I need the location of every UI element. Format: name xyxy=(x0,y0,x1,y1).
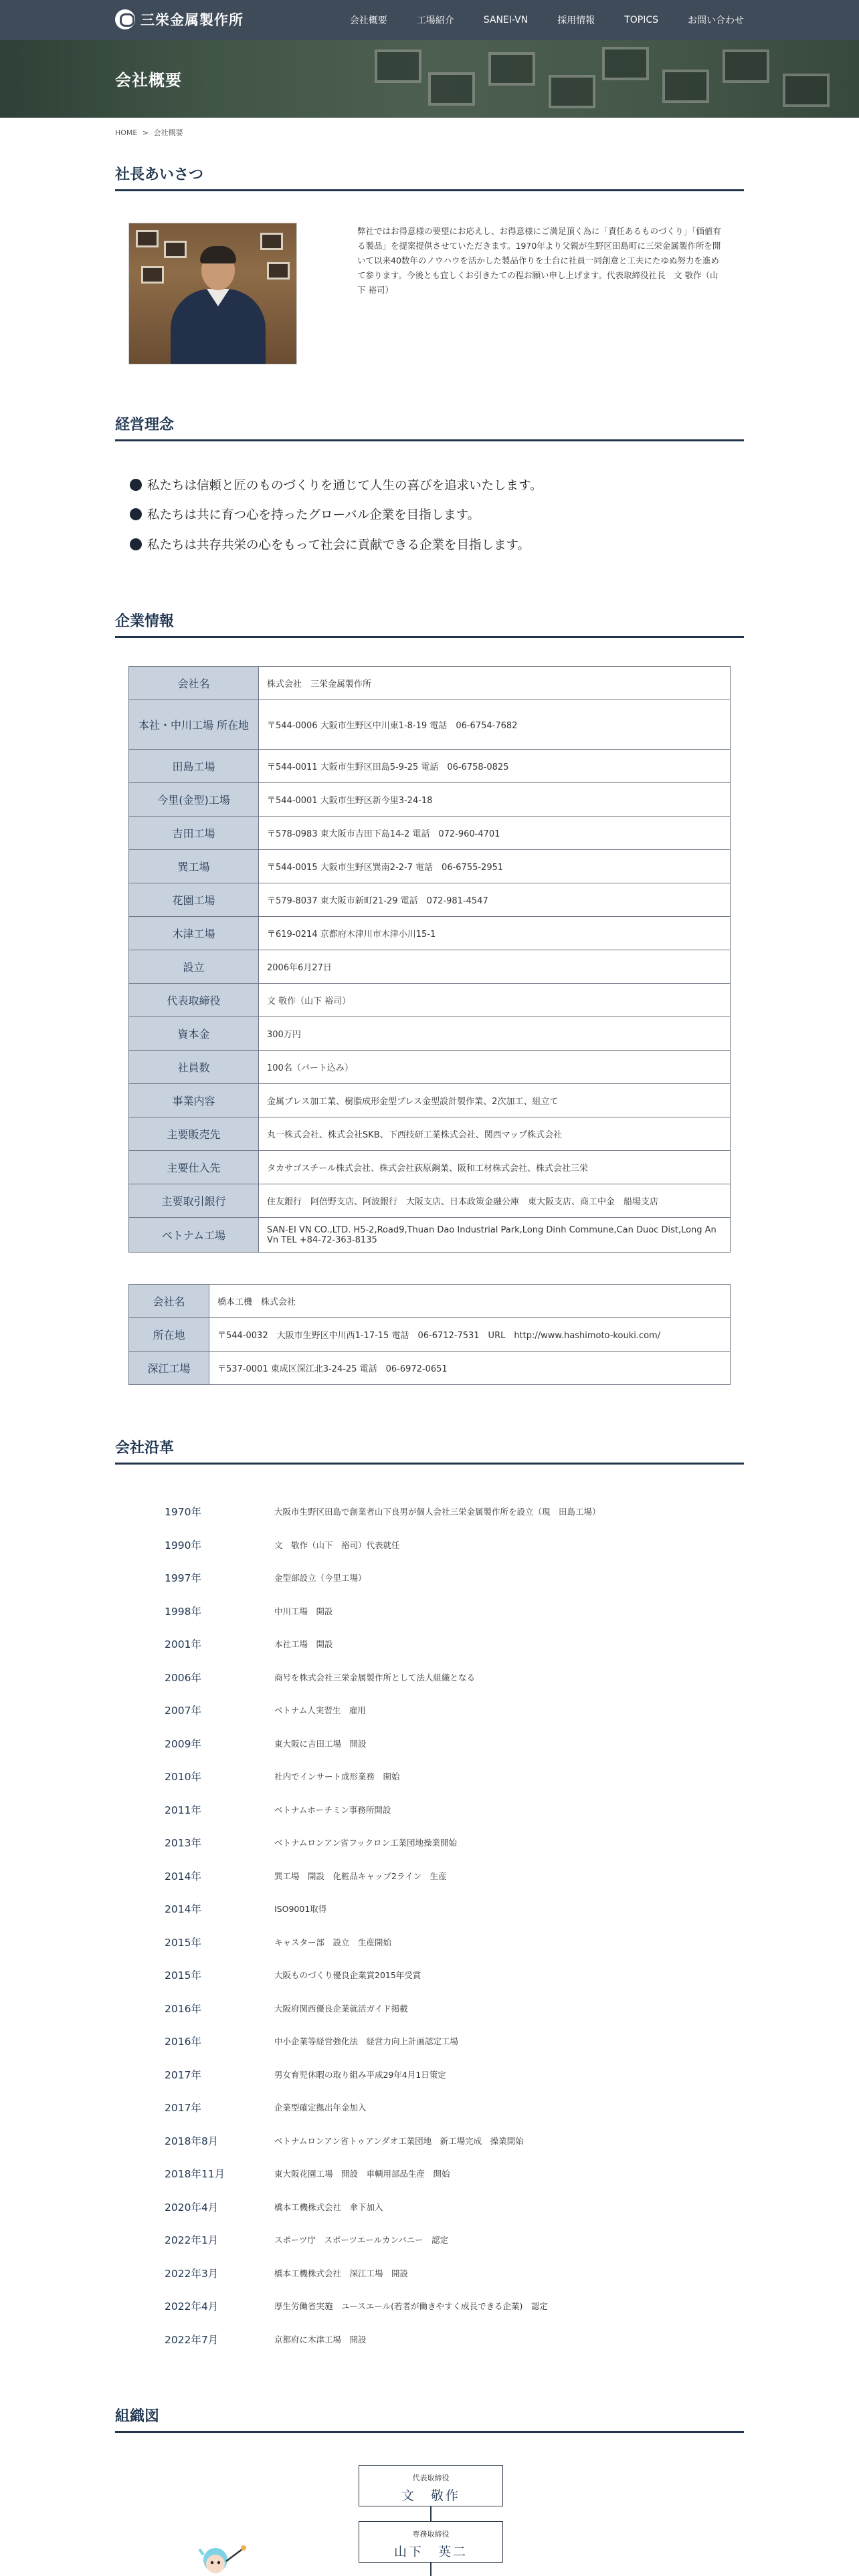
history-year: 2013年 xyxy=(165,1837,201,1849)
section-heading-president: 社長あいさつ xyxy=(115,163,744,191)
history-year: 1997年 xyxy=(165,1572,201,1584)
history-event: 橋本工機株式会社 深江工場 開設 xyxy=(274,2268,409,2278)
section-heading-philosophy: 経営理念 xyxy=(115,413,744,441)
history-row xyxy=(165,2133,700,2149)
history-year: 2018年11月 xyxy=(165,2168,225,2180)
philosophy-item xyxy=(130,476,543,494)
table-value: 金属プレス加工業、樹脂成形金型プレス金型設計製作業、2次加工、組立て xyxy=(259,1084,731,1117)
table-value: 丸一株式会社、株式会社SKB、下西技研工業株式会社、関西マップ株式会社 xyxy=(259,1117,731,1151)
history-row xyxy=(165,1802,700,1818)
history-row xyxy=(165,1901,700,1917)
table-row xyxy=(129,917,731,950)
top-navigation-bar xyxy=(0,0,859,40)
main-nav xyxy=(320,0,744,40)
table-key: 今里(金型)工場 xyxy=(129,783,259,817)
history-row xyxy=(165,1537,700,1553)
table-key: 事業内容 xyxy=(129,1084,259,1117)
table-value: タカサゴスチール株式会社、株式会社荻原鋼業、阪和工材株式会社、株式会社三栄 xyxy=(259,1151,731,1184)
table-row xyxy=(129,883,731,917)
history-year: 2018年8月 xyxy=(165,2135,219,2147)
table-row xyxy=(129,1084,731,1117)
wall-frame xyxy=(267,262,290,280)
wall-frame xyxy=(260,233,283,250)
table-key: 深江工場 xyxy=(129,1352,209,1385)
table-row xyxy=(129,1017,731,1051)
site-logo[interactable] xyxy=(115,9,244,29)
table-value: 〒544-0011 大阪市生野区田島5-9-25 電話 06-6758-0825 xyxy=(259,750,731,783)
breadcrumb-home[interactable]: HOME xyxy=(115,128,138,137)
table-row xyxy=(129,667,731,700)
table-row xyxy=(129,1117,731,1151)
table-key: 田島工場 xyxy=(129,750,259,783)
org-name: 山下 英二 xyxy=(393,2545,468,2559)
history-year: 2001年 xyxy=(165,1638,201,1650)
org-box-president xyxy=(359,2465,503,2506)
history-event: 巽工場 開設 化粧品キャップ2ライン 生産 xyxy=(274,1871,447,1881)
section-heading-org: 組織図 xyxy=(115,2405,744,2433)
hero-photo-frame xyxy=(783,74,830,107)
org-role: 専務取締役 xyxy=(412,2530,450,2539)
history-event: 大阪府関西優良企業就活ガイド掲載 xyxy=(274,2004,408,2014)
history-row xyxy=(165,1967,700,1983)
history-row xyxy=(165,1669,700,1685)
table-key: 巽工場 xyxy=(129,850,259,883)
history-event: 企業型確定拠出年金加入 xyxy=(274,2103,367,2113)
table-value: 住友銀行 阿倍野支店、阿波銀行 大阪支店、日本政策金融公庫 東大阪支店、商工中金 船場支店 xyxy=(259,1184,731,1218)
nav-factories[interactable]: 工場紹介 xyxy=(416,15,454,26)
table-value: 〒544-0006 大阪市生野区中川東1-8-19 電話 06-6754-7682 xyxy=(259,700,731,750)
philosophy-item xyxy=(130,536,530,553)
table-row xyxy=(129,850,731,883)
history-event: スポーツ庁 スポーツエールカンパニー 認定 xyxy=(274,2235,449,2245)
org-box-senior-director xyxy=(359,2521,503,2563)
history-year: 2007年 xyxy=(165,1705,201,1717)
president-photo xyxy=(128,223,297,364)
table-key: 主要販売先 xyxy=(129,1117,259,1151)
table-row xyxy=(129,984,731,1017)
philosophy-text: 私たちは信頼と匠のものづくりを通じて人生の喜びを追求いたします。 xyxy=(147,479,543,493)
history-row xyxy=(165,1735,700,1751)
table-row xyxy=(129,1318,731,1352)
philosophy-text: 私たちは共存共栄の心をもって社会に貢献できる企業を目指します。 xyxy=(147,538,531,552)
section-heading-company: 企業情報 xyxy=(115,610,744,638)
history-year: 2017年 xyxy=(165,2069,201,2081)
table-value: 〒578-0983 東大阪市吉田下島14-2 電話 072-960-4701 xyxy=(259,817,731,850)
table-key: 主要仕入先 xyxy=(129,1151,259,1184)
page-title: 会社概要 xyxy=(115,71,182,90)
history-year: 2016年 xyxy=(165,2036,201,2048)
history-row xyxy=(165,1834,700,1850)
bullet-icon xyxy=(130,508,142,520)
hero-photo-frame xyxy=(602,47,649,80)
table-key: 主要取引銀行 xyxy=(129,1184,259,1218)
history-event: 橋本工機株式会社 傘下加入 xyxy=(274,2202,383,2212)
table-value: SAN-EI VN CO.,LTD. H5-2,Road9,Thuan Dao Industrial Park,Long Dinh Commune,Can Duoc Dist,Long An Vn TEL +84-72-363-8135 xyxy=(259,1218,731,1253)
table-value: 100名（パート込み） xyxy=(259,1051,731,1084)
philosophy-item xyxy=(130,506,480,523)
wall-frame xyxy=(136,230,159,247)
table-row xyxy=(129,1151,731,1184)
history-row xyxy=(165,2331,700,2347)
nav-recruit[interactable]: 採用情報 xyxy=(557,15,595,26)
table-row xyxy=(129,1051,731,1084)
hero-photo-frame xyxy=(375,49,421,83)
breadcrumb xyxy=(115,127,186,138)
table-key: 社員数 xyxy=(129,1051,259,1084)
history-event: 社内でインサート成形業務 開始 xyxy=(274,1772,400,1782)
history-row xyxy=(165,1868,700,1884)
org-connector xyxy=(430,2506,432,2521)
history-year: 1998年 xyxy=(165,1606,201,1618)
table-value: 〒537-0001 東成区深江北3-24-25 電話 06-6972-0651 xyxy=(209,1352,731,1385)
nav-topics[interactable]: TOPICS xyxy=(624,15,658,25)
table-value: 橋本工機 株式会社 xyxy=(209,1285,731,1318)
history-year: 2014年 xyxy=(165,1903,201,1915)
table-value: 文 敬作（山下 裕司） xyxy=(259,984,731,1017)
history-event: ISO9001取得 xyxy=(274,1904,327,1914)
person-hair xyxy=(200,246,236,263)
history-event: 大阪ものづくり優良企業賞2015年受賞 xyxy=(274,1970,421,1980)
bullet-icon xyxy=(130,479,142,491)
history-year: 2017年 xyxy=(165,2102,201,2114)
table-key: 資本金 xyxy=(129,1017,259,1051)
mascot-character-icon xyxy=(193,2535,253,2576)
table-key: ベトナム工場 xyxy=(129,1218,259,1253)
history-event: 商号を株式会社三栄金属製作所として法人組織となる xyxy=(274,1673,476,1683)
history-row xyxy=(165,1768,700,1784)
org-name: 文 敬作 xyxy=(401,2488,460,2503)
table-row xyxy=(129,1352,731,1385)
table-row xyxy=(129,950,731,984)
history-row xyxy=(165,2165,700,2181)
history-year: 1990年 xyxy=(165,1539,201,1551)
history-row xyxy=(165,1636,700,1652)
history-year: 2006年 xyxy=(165,1672,201,1684)
history-event: ベトナム人実習生 雇用 xyxy=(274,1705,366,1715)
president-greeting: 弊社ではお得意様の要望にお応えし、お得意様にご満足頂く為に「責任あるものづくり」「価値有る製品」を提案提供させていただきます。1970年より父親が生野区田島町に三栄金属製作所を開いて以来40数年のノウハウを活かした製品作りを土台に社員一同創意と工夫にたゆぬ努力を進めて参ります。今後とも宜しくお引きたての程お願い申し上げます。代表取締役社長 文 敬作（山下 裕司） xyxy=(357,226,721,295)
wall-frame xyxy=(164,241,187,258)
history-row xyxy=(165,2000,700,2016)
history-year: 2015年 xyxy=(165,1937,201,1949)
history-row xyxy=(165,1503,700,1519)
history-year: 2022年7月 xyxy=(165,2334,219,2346)
hero-photo-frame xyxy=(723,49,769,83)
table-key: 設立 xyxy=(129,950,259,984)
philosophy-text: 私たちは共に育つ心を持ったグローバル企業を目指します。 xyxy=(147,508,480,522)
history-event: ベトナムホーチミン事務所開設 xyxy=(274,1805,391,1815)
table-row xyxy=(129,750,731,783)
history-year: 2016年 xyxy=(165,2003,201,2015)
breadcrumb-separator: > xyxy=(142,128,149,137)
section-heading-history: 会社沿革 xyxy=(115,1436,744,1465)
history-year: 2014年 xyxy=(165,1870,201,1883)
history-event: 東大阪に吉田工場 開設 xyxy=(274,1739,367,1749)
history-row xyxy=(165,2033,700,2049)
hero-photo-frame xyxy=(549,75,595,108)
history-row xyxy=(165,2232,700,2248)
history-year: 2022年4月 xyxy=(165,2300,219,2313)
history-row xyxy=(165,2265,700,2281)
company-logo-icon xyxy=(115,9,135,29)
history-row xyxy=(165,2199,700,2215)
history-event: 文 敬作（山下 裕司）代表就任 xyxy=(274,1540,400,1550)
table-value: 〒619-0214 京都府木津川市木津小川15-1 xyxy=(259,917,731,950)
history-row xyxy=(165,2298,700,2314)
history-row xyxy=(165,1603,700,1619)
table-row xyxy=(129,783,731,817)
history-event: 厚生労働省実施 ユースエール(若者が働きやすく成長できる企業) 認定 xyxy=(274,2301,548,2311)
table-key: 本社・中川工場 所在地 xyxy=(129,700,259,750)
history-year: 2020年4月 xyxy=(165,2202,219,2214)
history-event: 東大阪花園工場 開設 車輌用部品生産 開始 xyxy=(274,2169,450,2179)
hero-photo-frame xyxy=(662,70,709,103)
bullet-icon xyxy=(130,538,142,550)
nav-contact[interactable]: お問い合わせ xyxy=(688,15,744,26)
history-event: 本社工場 開設 xyxy=(274,1639,333,1649)
nav-company[interactable]: 会社概要 xyxy=(349,15,387,26)
table-row xyxy=(129,700,731,750)
table-key: 会社名 xyxy=(129,1285,209,1318)
table-key: 代表取締役 xyxy=(129,984,259,1017)
history-year: 1970年 xyxy=(165,1506,201,1518)
history-year: 2011年 xyxy=(165,1804,201,1816)
hero-banner xyxy=(0,40,859,118)
table-value: 〒544-0032 大阪市生野区中川西1-17-15 電話 06-6712-7531 URL http://www.hashimoto-kouki.com/ xyxy=(209,1318,731,1352)
nav-sanei-vn[interactable]: SANEI-VN xyxy=(483,15,529,25)
logo-text: 三栄金属製作所 xyxy=(140,12,244,28)
breadcrumb-current: 会社概要 xyxy=(153,128,183,137)
history-year: 2022年3月 xyxy=(165,2268,219,2280)
wall-frame xyxy=(141,266,164,284)
table-value: 〒544-0015 大阪市生野区巽南2-2-7 電話 06-6755-2951 xyxy=(259,850,731,883)
history-event: ベトナムロンアン省トゥアンダオ工業団地 新工場完成 操業開始 xyxy=(274,2136,524,2146)
table-key: 花園工場 xyxy=(129,883,259,917)
history-event: ベトナムロンアン省フックロン工業団地操業開始 xyxy=(274,1838,458,1848)
history-year: 2010年 xyxy=(165,1771,201,1783)
history-row xyxy=(165,1702,700,1718)
table-row xyxy=(129,1184,731,1218)
org-connector xyxy=(430,2563,432,2576)
hero-photo-frame xyxy=(428,72,475,106)
table-row xyxy=(129,1218,731,1253)
table-key: 吉田工場 xyxy=(129,817,259,850)
history-year: 2009年 xyxy=(165,1738,201,1750)
history-row xyxy=(165,1570,700,1586)
history-row xyxy=(165,2066,700,2082)
history-event: 大阪市生野区田島で創業者山下良男が個人会社三栄金属製作所を設立（現 田島工場） xyxy=(274,1507,601,1517)
history-event: 京都府に木津工場 開設 xyxy=(274,2335,367,2345)
table-key: 所在地 xyxy=(129,1318,209,1352)
table-value: 2006年6月27日 xyxy=(259,950,731,984)
org-role: 代表取締役 xyxy=(412,2474,450,2482)
hero-photo-frame xyxy=(488,52,535,86)
table-value: 〒579-8037 東大阪市新町21-29 電話 072-981-4547 xyxy=(259,883,731,917)
history-year: 2022年1月 xyxy=(165,2234,219,2246)
history-event: 金型部設立（今里工場） xyxy=(274,1573,367,1583)
table-key: 会社名 xyxy=(129,667,259,700)
table-value: 〒544-0001 大阪市生野区新今里3-24-18 xyxy=(259,783,731,817)
table-value: 株式会社 三栄金属製作所 xyxy=(259,667,731,700)
company-info-table xyxy=(128,666,731,1253)
history-year: 2015年 xyxy=(165,1969,201,1981)
history-event: 中川工場 開設 xyxy=(274,1606,333,1616)
history-row xyxy=(165,1934,700,1950)
table-value: 300万円 xyxy=(259,1017,731,1051)
table-key: 木津工場 xyxy=(129,917,259,950)
history-event: 男女育児休暇の取り組み平成29年4月1日策定 xyxy=(274,2070,446,2080)
subsidiary-info-table xyxy=(128,1284,731,1385)
history-event: 中小企業等経営強化法 経営力向上計画認定工場 xyxy=(274,2036,459,2046)
history-row xyxy=(165,2099,700,2115)
table-row xyxy=(129,1285,731,1318)
table-row xyxy=(129,817,731,850)
history-event: キャスター部 設立 生産開始 xyxy=(274,1937,392,1947)
